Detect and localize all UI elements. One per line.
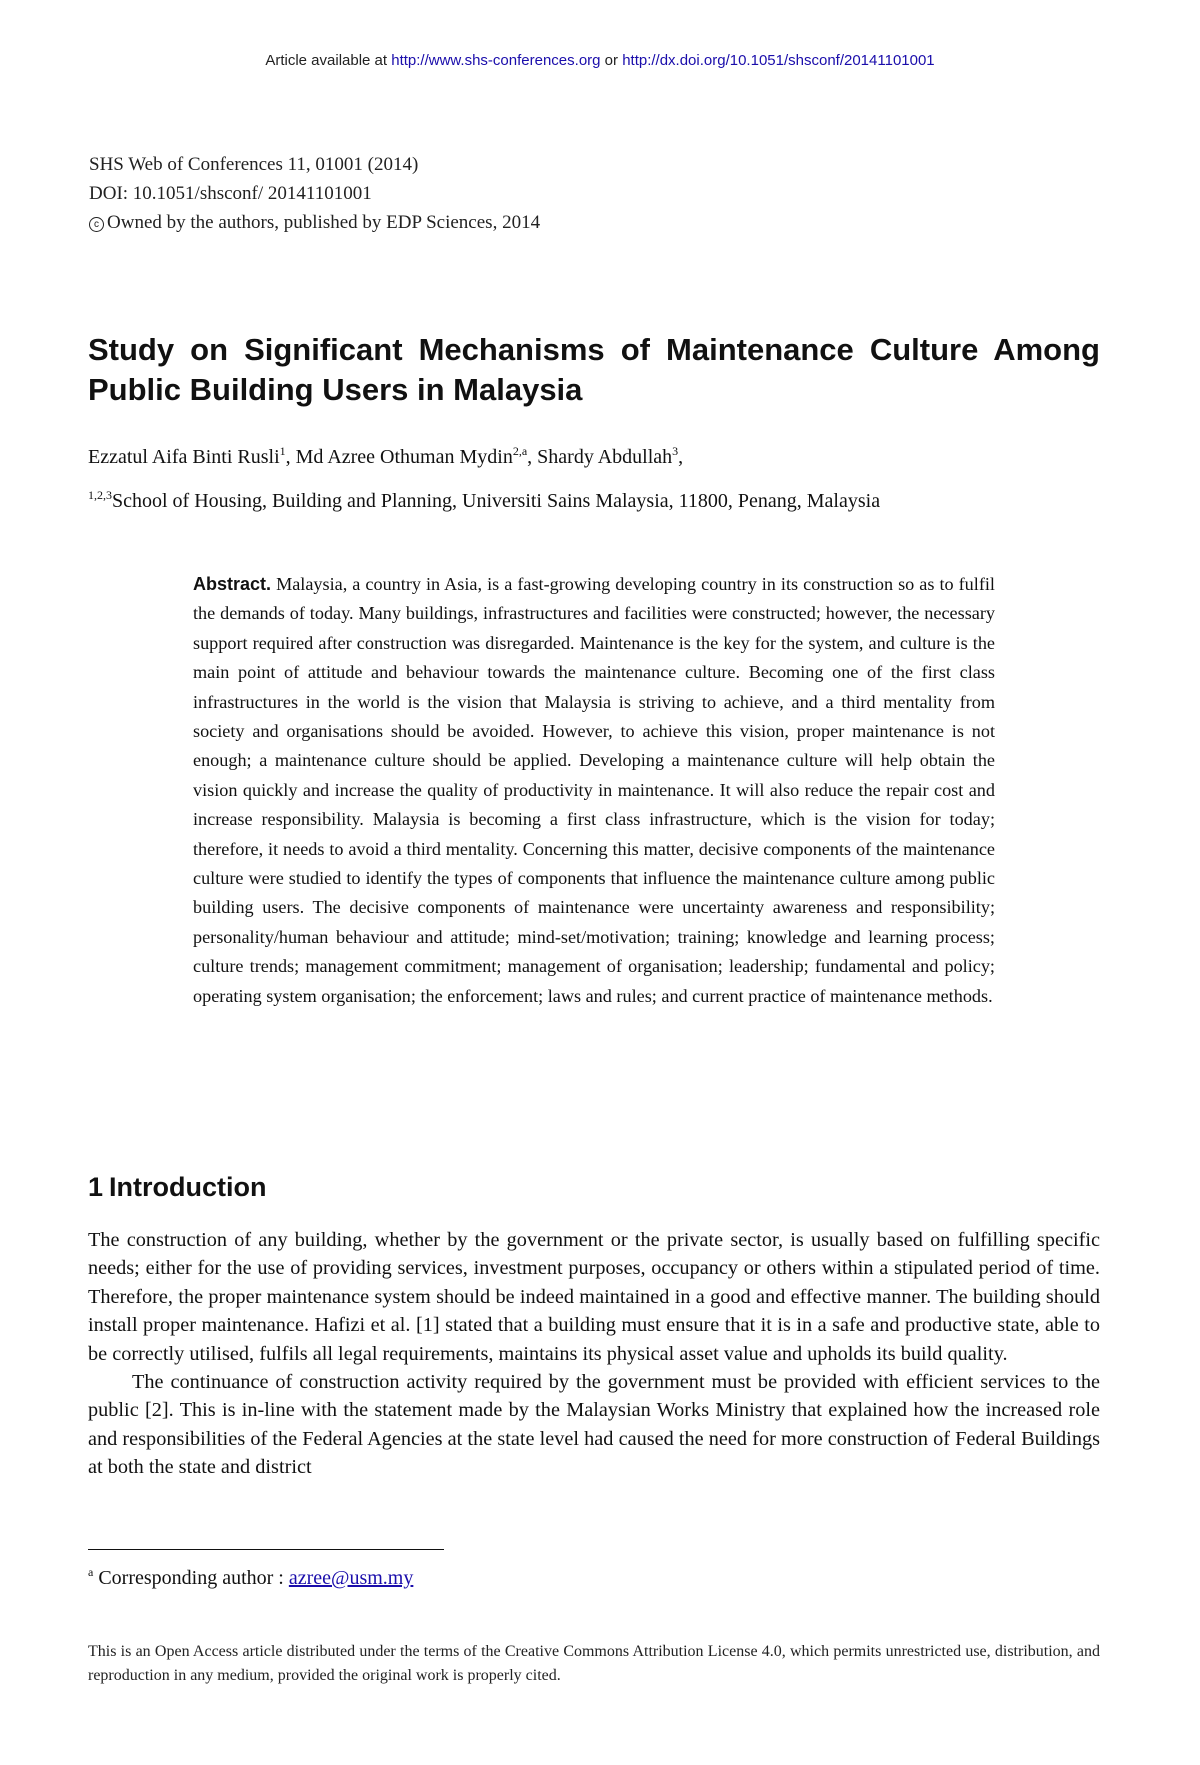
author-affiliation-mark: 1 [279, 444, 286, 458]
affiliation [88, 490, 880, 513]
footnote-marker: a [88, 1565, 94, 1579]
author-separator: , [527, 446, 538, 468]
abstract [193, 570, 995, 1011]
abstract-text: Malaysia, a country in Asia, is a fast-growing developing country in its construction so as to fulfil the demands of today. Many buildings, infrastructures and facilities were constructed; however, the necessary support required after construction was disregarded. Maintenance is the key for the system, and culture is the main point of attitude and behaviour towards the maintenance culture. Becoming one of the first class infrastructures in the world is the vision that Malaysia is striving to achieve, and a third mentality from society and organisations should be avoided. However, to achieve this vision, proper maintenance is not enough; a maintenance culture should be applied. Developing a maintenance culture will help obtain the vision quickly and increase the quality of productivity in maintenance. It will also reduce the repair cost and increase responsibility. Malaysia is becoming a first class infrastructure, which is the vision for today; therefore, it needs to avoid a third mentality. Concerning this matter, decisive components of the maintenance culture were studied to identify the types of components that influence the maintenance culture among public building users. The decisive components of maintenance were uncertainty awareness and responsibility; personality/human behaviour and attitude; mind-set/motivation; training; knowledge and learning process; culture trends; management commitment; management of organisation; leadership; fundamental and policy; operating system organisation; the enforcement; laws and rules; and current practice of maintenance methods. [193, 574, 995, 1006]
paper-title: Study on Significant Mechanisms of Maintenance Culture Among Public Building Users in Malaysia [88, 332, 1100, 407]
section-title: Introduction [109, 1172, 267, 1202]
shs-conferences-link[interactable]: http://www.shs-conferences.org [391, 52, 601, 69]
author-name: Shardy Abdullah [537, 446, 673, 468]
availability-joiner: or [604, 52, 619, 69]
doi-link[interactable]: http://dx.doi.org/10.1051/shsconf/20141101001 [622, 52, 935, 69]
author-separator: , [285, 446, 296, 468]
author-affiliation-mark: 3 [672, 444, 679, 458]
abstract-label: Abstract. [193, 574, 272, 594]
publication-meta [89, 150, 540, 237]
availability-header [0, 52, 1200, 69]
journal-citation: SHS Web of Conferences 11, 01001 (2014) [89, 154, 419, 175]
doi-line: DOI: 10.1051/shsconf/ 20141101001 [89, 183, 372, 204]
copyright-text: Owned by the authors, published by EDP Sciences, 2014 [107, 212, 541, 233]
author-affiliation-mark: 2,a [512, 444, 528, 458]
body-paragraph: The construction of any building, whether by the government or the private sector, is usually based on fulfilling specific needs; either for the use of providing services, investment purposes, occupancy or others within a stipulated period of time. Therefore, the proper maintenance system should be indeed maintained in a good and effective manner. The building should install proper maintenance. Hafizi et al. [1] stated that a building must ensure that it is in a safe and productive state, able to be correctly utilised, fulfils all legal requirements, maintains its physical asset value and upholds its build quality. [88, 1229, 1100, 1365]
availability-prefix: Article available at [265, 52, 388, 69]
introduction-body [88, 1226, 1100, 1482]
copyright-line [89, 208, 540, 237]
footnote-divider [88, 1549, 444, 1550]
license-notice: This is an Open Access article distributed under the terms of the Creative Commons Attribution License 4.0, which permits unrestricted use, distribution, and reproduction in any medium, provided the original work is properly cited. [88, 1643, 1100, 1684]
corresponding-email-link[interactable]: azree@usm.my [288, 1567, 414, 1589]
footnote [88, 1567, 413, 1590]
copyright-icon: c [89, 217, 104, 232]
author-separator: , [678, 446, 684, 468]
author-name: Ezzatul Aifa Binti Rusli [88, 446, 280, 468]
author-name: Md Azree Othuman Mydin [295, 446, 513, 468]
body-paragraph: The continuance of construction activity required by the government must be provided with efficient services to the public [2]. This is in-line with the statement made by the Malaysian Works Ministry that explained how the increased role and responsibilities of the Federal Agencies at the state level had caused the need for more construction of Federal Buildings at both the state and district [88, 1371, 1100, 1479]
author-list [88, 446, 683, 469]
affiliation-text: School of Housing, Building and Planning, Universiti Sains Malaysia, 11800, Penang, Malaysia [112, 490, 881, 512]
affiliation-mark: 1,2,3 [88, 488, 112, 502]
footnote-label: Corresponding author : [98, 1567, 284, 1589]
section-number: 1 [88, 1172, 104, 1202]
section-heading [88, 1172, 267, 1203]
